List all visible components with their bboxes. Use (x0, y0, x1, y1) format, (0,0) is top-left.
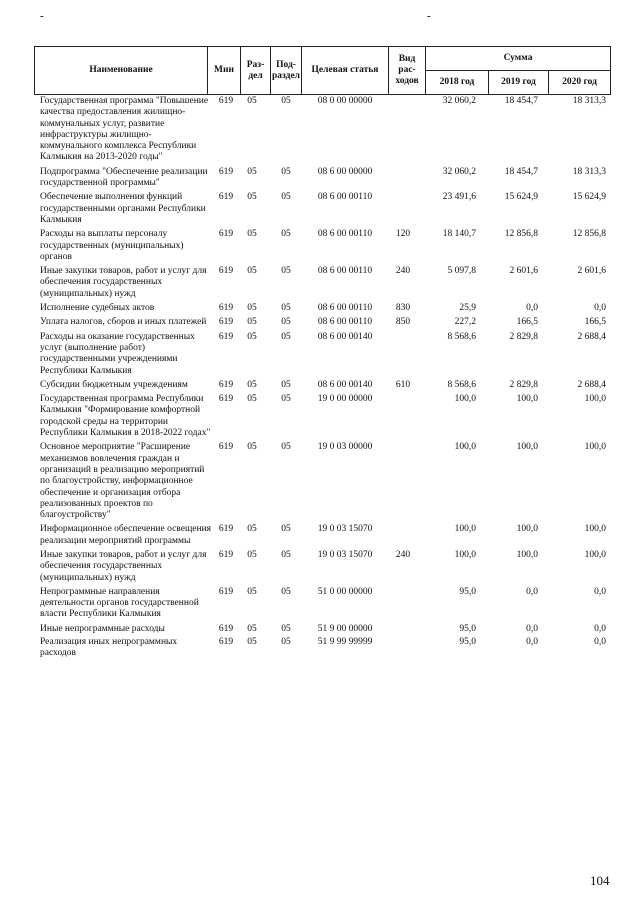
row-name: Государственная программа "Повышение качества предоставления жилищно-коммунальных услуг, развитие инфраструктуры жилищно-коммунального комплекса Республики Калмыкия на 2013-2020 годы" (40, 96, 209, 163)
row-celevaya-statya: 51 9 00 00000 (317, 623, 373, 634)
row-podrazdel: 05 (281, 586, 291, 597)
row-sum-2020: 2 601,6 (577, 266, 606, 277)
table-row (34, 229, 610, 263)
row-min: 619 (218, 317, 234, 328)
row-razdel: 05 (247, 96, 257, 106)
row-min: 619 (218, 637, 234, 648)
header-razdel: Раз-дел (241, 47, 271, 95)
row-podrazdel: 05 (281, 394, 291, 405)
row-sum-2020: 15 624,9 (572, 192, 606, 203)
row-sum-2020: 0,0 (594, 586, 606, 597)
header-celevaya-statya: Целевая статья (302, 47, 389, 95)
row-sum-2018: 8 568,6 (447, 379, 476, 390)
row-name: Обеспечение выполнения функций государственными органами Республики Калмыкия (40, 192, 206, 225)
row-podrazdel: 05 (281, 379, 291, 390)
row-sum-2019: 2 829,8 (509, 379, 538, 390)
row-sum-2020: 18 313,3 (572, 166, 606, 177)
row-razdel: 05 (247, 317, 257, 328)
row-name: Государственная программа Республики Калмыкия "Формирование комфортной городской среды на территории Республики Калмыкия в 2018-2022 годах" (40, 394, 211, 439)
table-row (34, 587, 610, 621)
row-sum-2018: 100,0 (454, 524, 476, 535)
row-sum-2018: 32 060,2 (442, 166, 476, 177)
row-sum-2019: 100,0 (516, 394, 538, 405)
row-sum-2020: 12 856,8 (572, 229, 606, 240)
row-name: Уплата налогов, сборов и иных платежей (40, 317, 207, 328)
row-name: Непрограммные направления деятельности органов государственной власти Республики Калмыкия (40, 586, 199, 620)
row-min: 619 (218, 623, 234, 634)
row-sum-2018: 227,2 (454, 317, 476, 328)
row-celevaya-statya: 08 6 00 00140 (317, 331, 373, 342)
row-name: Реализация иных непрограммных расходов (40, 637, 178, 659)
row-celevaya-statya: 08 6 00 00140 (317, 379, 373, 390)
row-sum-2020: 166,5 (584, 317, 606, 328)
row-celevaya-statya: 08 0 00 00000 (317, 96, 373, 106)
row-podrazdel: 05 (281, 623, 291, 634)
row-sum-2018: 100,0 (454, 549, 476, 560)
row-sum-2019: 15 624,9 (504, 192, 538, 203)
row-podrazdel: 05 (281, 166, 291, 177)
row-sum-2019: 2 829,8 (509, 331, 538, 342)
row-sum-2020: 100,0 (584, 524, 606, 535)
table-row (34, 637, 610, 660)
row-sum-2019: 12 856,8 (504, 229, 538, 240)
row-vid-rashodov: 610 (395, 379, 411, 390)
table-row (34, 303, 610, 314)
row-sum-2020: 100,0 (584, 394, 606, 405)
row-podrazdel: 05 (281, 331, 291, 342)
row-celevaya-statya: 08 6 00 00110 (317, 266, 373, 277)
row-min: 619 (218, 442, 234, 453)
header-year-2019: 2019 год (489, 71, 549, 95)
row-razdel: 05 (247, 166, 257, 177)
top-mark-right: - (427, 10, 431, 22)
row-celevaya-statya: 19 0 03 15070 (317, 524, 373, 535)
row-name: Основное мероприятие "Расширение механизмов вовлечения граждан и организаций в реализацию мероприятий по благоустройству, информационное обеспечение и организация отбора реализованных проектов по благоустройству" (40, 442, 205, 521)
table-header (34, 46, 611, 95)
row-sum-2020: 18 313,3 (572, 96, 606, 106)
row-celevaya-statya: 19 0 00 00000 (317, 394, 373, 405)
row-name: Информационное обеспечение освещения реализации мероприятий программы (40, 524, 212, 546)
row-razdel: 05 (247, 192, 257, 203)
row-sum-2018: 95,0 (459, 586, 476, 597)
table-row (34, 380, 610, 391)
row-sum-2019: 100,0 (516, 442, 538, 453)
row-min: 619 (218, 229, 234, 240)
row-vid-rashodov: 240 (395, 266, 411, 277)
table-row (34, 332, 610, 377)
header-year-2018: 2018 год (426, 71, 489, 95)
row-razdel: 05 (247, 303, 257, 314)
row-razdel: 05 (247, 266, 257, 277)
row-celevaya-statya: 51 9 99 99999 (317, 637, 373, 648)
row-celevaya-statya: 08 6 00 00110 (317, 303, 373, 314)
row-sum-2018: 95,0 (459, 623, 476, 634)
header-year-2020: 2020 год (549, 71, 611, 95)
header-name: Наименование (35, 47, 208, 95)
row-min: 619 (218, 166, 234, 177)
row-min: 619 (218, 331, 234, 342)
top-mark-left: - (40, 10, 44, 22)
row-vid-rashodov: 830 (395, 303, 411, 314)
row-name: Субсидии бюджетным учреждениям (40, 379, 188, 390)
table-row (34, 96, 610, 164)
row-sum-2020: 2 688,4 (577, 379, 606, 390)
row-sum-2018: 25,9 (459, 303, 476, 314)
table-body (34, 96, 610, 662)
row-min: 619 (218, 303, 234, 314)
row-podrazdel: 05 (281, 524, 291, 535)
row-min: 619 (218, 586, 234, 597)
row-podrazdel: 05 (281, 637, 291, 648)
row-podrazdel: 05 (281, 442, 291, 453)
row-sum-2019: 0,0 (526, 637, 538, 648)
row-min: 619 (218, 524, 234, 535)
row-min: 619 (218, 394, 234, 405)
header-min: Мин (208, 47, 241, 95)
row-razdel: 05 (247, 442, 257, 453)
row-celevaya-statya: 08 6 00 00110 (317, 192, 373, 203)
row-razdel: 05 (247, 623, 257, 634)
row-sum-2018: 8 568,6 (447, 331, 476, 342)
header-vid-rashodov: Вид рас-ходов (389, 47, 426, 95)
row-razdel: 05 (247, 524, 257, 535)
row-celevaya-statya: 51 0 00 00000 (317, 586, 373, 597)
table-row (34, 192, 610, 226)
table-row (34, 550, 610, 584)
row-sum-2019: 100,0 (516, 524, 538, 535)
row-celevaya-statya: 19 0 03 00000 (317, 442, 373, 453)
row-min: 619 (218, 549, 234, 560)
table-row (34, 317, 610, 328)
row-sum-2018: 5 097,8 (447, 266, 476, 277)
row-vid-rashodov: 240 (395, 549, 411, 560)
row-razdel: 05 (247, 229, 257, 240)
row-name: Иные закупки товаров, работ и услуг для обеспечения государственных (муниципальных) нужд (40, 549, 207, 583)
table-row (34, 266, 610, 300)
row-razdel: 05 (247, 586, 257, 597)
table-row (34, 442, 610, 521)
row-celevaya-statya: 08 6 00 00000 (317, 166, 373, 177)
row-razdel: 05 (247, 394, 257, 405)
row-vid-rashodov: 850 (395, 317, 411, 328)
row-sum-2020: 0,0 (594, 303, 606, 314)
header-summa: Сумма (426, 47, 611, 71)
row-sum-2019: 0,0 (526, 586, 538, 597)
row-podrazdel: 05 (281, 266, 291, 277)
row-name: Расходы на выплаты персоналу государственных (муниципальных) органов (40, 229, 184, 262)
row-sum-2019: 2 601,6 (509, 266, 538, 277)
row-podrazdel: 05 (281, 96, 291, 106)
row-podrazdel: 05 (281, 303, 291, 314)
row-name: Расходы на оказание государственных услуг (выполнение работ) государственными учреждениями Республики Калмыкия (40, 331, 195, 376)
row-sum-2020: 100,0 (584, 442, 606, 453)
row-podrazdel: 05 (281, 549, 291, 560)
row-sum-2020: 2 688,4 (577, 331, 606, 342)
table-row (34, 167, 610, 190)
row-sum-2019: 166,5 (516, 317, 538, 328)
row-sum-2018: 23 491,6 (442, 192, 476, 203)
row-vid-rashodov: 120 (395, 229, 411, 240)
row-podrazdel: 05 (281, 317, 291, 328)
row-razdel: 05 (247, 379, 257, 390)
header-podrazdel: Под-раздел (271, 47, 302, 95)
row-sum-2019: 0,0 (526, 303, 538, 314)
row-min: 619 (218, 192, 234, 203)
row-razdel: 05 (247, 549, 257, 560)
row-sum-2018: 100,0 (454, 442, 476, 453)
row-podrazdel: 05 (281, 229, 291, 240)
table-row (34, 394, 610, 439)
row-sum-2019: 0,0 (526, 623, 538, 634)
row-razdel: 05 (247, 637, 257, 648)
page-number: 104 (590, 873, 610, 888)
row-sum-2020: 0,0 (594, 623, 606, 634)
row-podrazdel: 05 (281, 192, 291, 203)
row-sum-2018: 32 060,2 (442, 96, 476, 106)
row-sum-2018: 18 140,7 (442, 229, 476, 240)
row-sum-2019: 100,0 (516, 549, 538, 560)
row-sum-2019: 18 454,7 (504, 166, 538, 177)
row-sum-2018: 100,0 (454, 394, 476, 405)
row-min: 619 (218, 96, 234, 106)
row-sum-2020: 100,0 (584, 549, 606, 560)
row-min: 619 (218, 266, 234, 277)
table-row (34, 624, 610, 635)
row-name: Иные закупки товаров, работ и услуг для обеспечения государственных (муниципальных) нужд (40, 266, 207, 299)
row-celevaya-statya: 08 6 00 00110 (317, 229, 373, 240)
row-name: Подпрограмма "Обеспечение реализации государственной программы" (40, 166, 208, 189)
row-min: 619 (218, 379, 234, 390)
row-sum-2020: 0,0 (594, 637, 606, 648)
row-name: Иные непрограммные расходы (40, 623, 165, 634)
row-razdel: 05 (247, 331, 257, 342)
row-celevaya-statya: 19 0 03 15070 (317, 549, 373, 560)
row-name: Исполнение судебных актов (40, 303, 155, 314)
table-row (34, 524, 610, 547)
row-sum-2018: 95,0 (459, 637, 476, 648)
row-celevaya-statya: 08 6 00 00110 (317, 317, 373, 328)
row-sum-2019: 18 454,7 (504, 96, 538, 106)
